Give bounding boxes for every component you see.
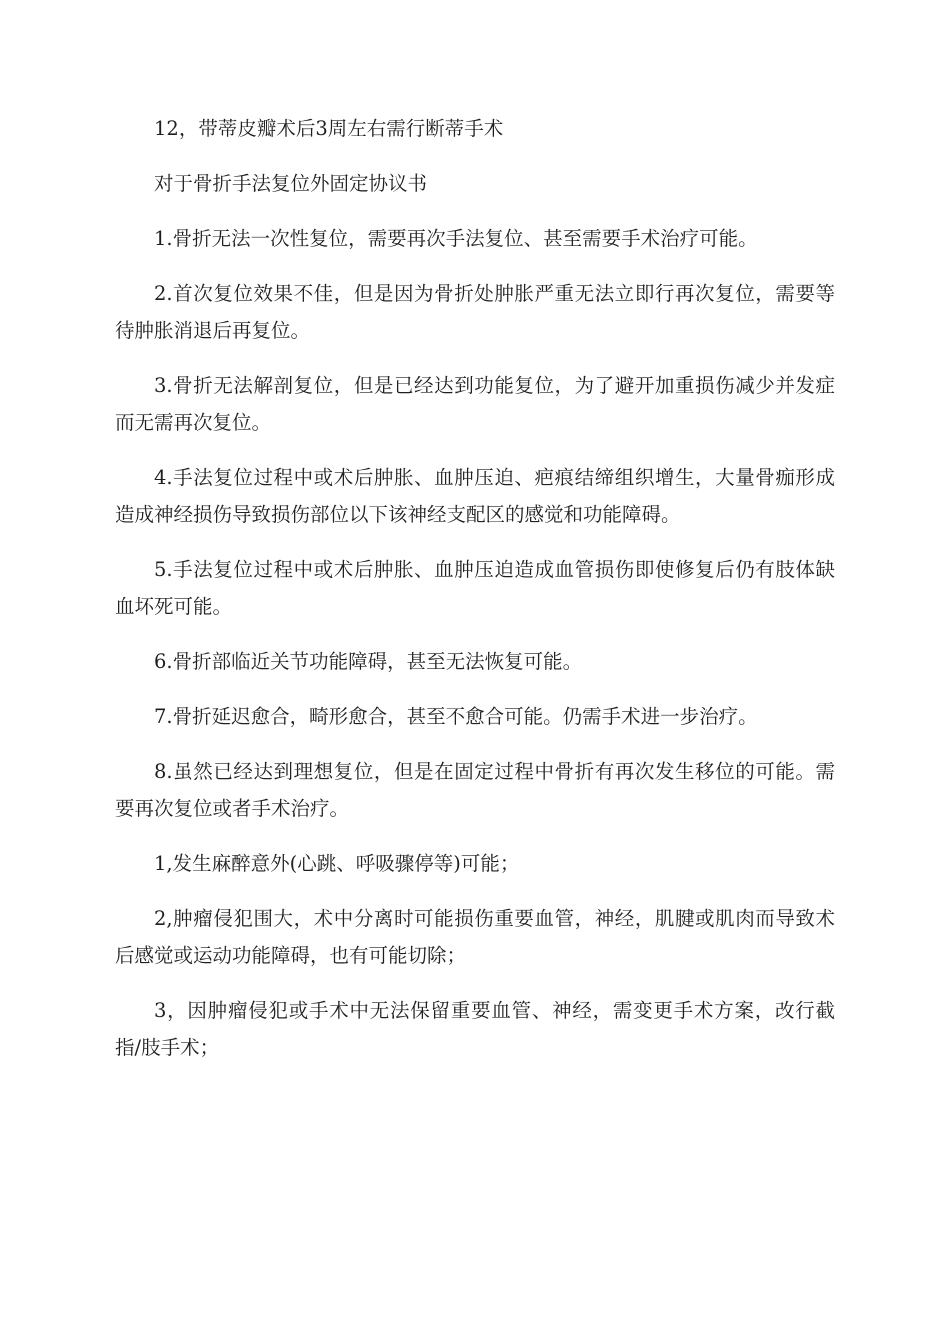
paragraph-item-8: 8.虽然已经达到理想复位，但是在固定过程中骨折有再次发生移位的可能。需要再次复位或者手术治疗。	[115, 760, 835, 820]
paragraph-item-4: 4.手法复位过程中或术后肿胀、血肿压迫、疤痕结缔组织增生，大量骨痂形成造成神经损伤导致损伤部位以下该神经支配区的感觉和功能障碍。	[115, 466, 835, 526]
paragraph-pedicle-flap: 12，带蒂皮瓣术后3周左右需行断蒂手术	[154, 117, 504, 140]
paragraph-item-3: 3.骨折无法解剖复位，但是已经达到功能复位，为了避开加重损伤减少并发症而无需再次复位。	[115, 374, 835, 434]
paragraph-item-5: 5.手法复位过程中或术后肿胀、血肿压迫造成血管损伤即使修复后仍有肢体缺血坏死可能。	[115, 558, 835, 618]
paragraph-agreement-title: 对于骨折手法复位外固定协议书	[154, 172, 428, 195]
paragraph-risk-3: 3，因肿瘤侵犯或手术中无法保留重要血管、神经，需变更手术方案，改行截指/肢手术；	[115, 999, 835, 1059]
paragraph-item-6: 6.骨折部临近关节功能障碍，甚至无法恢复可能。	[154, 650, 583, 673]
paragraph-item-7: 7.骨折延迟愈合，畸形愈合，甚至不愈合可能。仍需手术进一步治疗。	[154, 705, 758, 728]
paragraph-item-2: 2.首次复位效果不佳，但是因为骨折处肿胀严重无法立即行再次复位，需要等待肿胀消退后再复位。	[115, 282, 835, 342]
paragraph-risk-2: 2,肿瘤侵犯围大，术中分离时可能损伤重要血管，神经，肌腱或肌肉而导致术后感觉或运动功能障碍，也有可能切除；	[115, 907, 835, 967]
document-body	[115, 110, 835, 1084]
paragraph-item-1: 1.骨折无法一次性复位，需要再次手法复位、甚至需要手术治疗可能。	[154, 227, 758, 250]
paragraph-risk-1: 1,发生麻醉意外(心跳、呼吸骤停等)可能；	[154, 852, 520, 875]
